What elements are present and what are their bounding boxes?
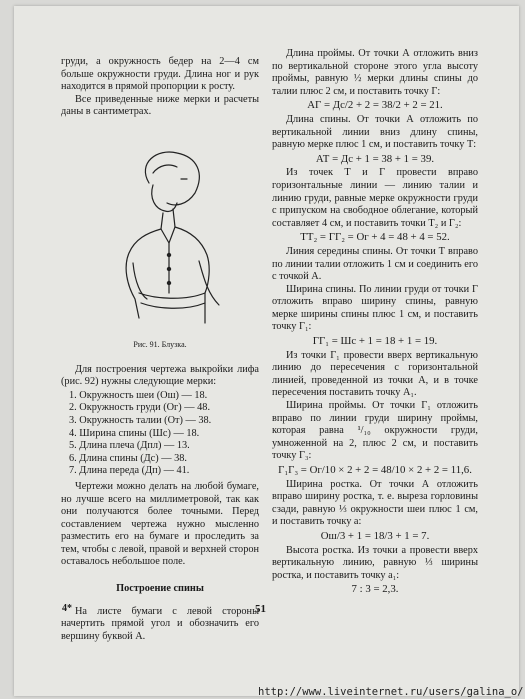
figure-caption: Рис. 91. Блузка.: [133, 339, 187, 349]
signature-mark: 4*: [62, 603, 72, 614]
list-item: 3. Окружность талии (От) — 38.: [69, 414, 212, 426]
list-item: 4. Ширина спины (Шс) — 18.: [69, 427, 200, 439]
formula: Г₁Г₃ = Ог/10 × 2 + 2 = 48/10 × 2 + 2 = 11,6.: [278, 464, 472, 476]
section-heading: Построение спины: [116, 583, 204, 595]
list-item: 2. Окружность груди (Ог) — 48.: [69, 402, 211, 414]
paragraph: Для построения чертежа выкройки лифа (рис. 92) нужны следующие мерки:: [61, 363, 259, 388]
right-column: [272, 48, 478, 598]
list-item: 1. Окружность шеи (Ош) — 18.: [69, 389, 208, 401]
left-column: [61, 56, 259, 643]
paragraph: Ширина проймы. От точки Г₁ отложить вправо по линии груди ширину проймы, которая равна ¹/₁₀ окружности груди, умноженной на 2, плюс 2 см, и поставить точку Г₃:: [272, 400, 478, 462]
formula: 7 : 3 = 2,3.: [351, 583, 399, 596]
paragraph: Чертежи можно делать на любой бумаге, но лучше всего на миллиметровой, так как они получаются более точными. Перед составлением чертежа нужно мысленно разместить его на бумаге и проследить за тем, чтобы с левой, правой и верхней сторон оставалось небольшое поле.: [61, 480, 259, 568]
formula: АТ = Дс + 1 = 38 + 1 = 39.: [315, 152, 435, 165]
page-number: 51: [255, 603, 266, 615]
watermark-url: http://www.liveinternet.ru/users/galina_o/: [258, 686, 524, 698]
paragraph: Высота ростка. Из точки а провести вверх вертикальную линию, равную ⅓ ширины ростка, и поставить точку а₁:: [272, 544, 478, 581]
list-item: 5. Длина плеча (Дпл) — 13.: [69, 440, 190, 452]
paragraph: груди, а окружность бедер на 2—4 см больше окружности груди. Длина ног и рук находится в прямой пропорции к росту.: [61, 56, 259, 93]
list-item: 6. Длина спины (Дс) — 38.: [69, 452, 187, 464]
formula: Ош/3 + 1 = 18/3 + 1 = 7.: [320, 529, 430, 542]
formula: АГ = Дс/2 + 2 = 38/2 + 2 = 21.: [307, 99, 443, 112]
blouse-figure-drawing: [77, 143, 247, 333]
paragraph: Ширина ростка. От точки А отложить вправо ширину ростка, т. е. выреза горловины сзади, равную ⅓ окружности шеи плюс 1 см, и поставить точку а:: [272, 478, 478, 528]
formula: ГГ₁ = Шс + 1 = 18 + 1 = 19.: [312, 335, 438, 348]
book-page: [14, 6, 519, 696]
measures-list: [69, 390, 259, 478]
paragraph: Длина спины. От точки А отложить по вертикальной линии вниз длину спины, равную мерке плюс 1 см, и поставить точку Т:: [272, 113, 478, 151]
paragraph: На листе бумаги с левой стороны начертить прямой угол и обозначить его вершину буквой А.: [61, 605, 259, 642]
paragraph: Линия середины спины. От точки Т вправо по линии талии отложить 1 см и соединить его с точкой А.: [272, 245, 478, 283]
paragraph: Из точек Т и Г провести вправо горизонтальные линии — линию талии и линию груди, равные мерке окружности груди с припуском на свободное облегание, который составляет 4 см, и поставить точки Т₂ и Г₂:: [272, 167, 478, 229]
paragraph: Длина проймы. От точки А отложить вниз по вертикальной стороне этого угла высоту проймы, равную ½ мерки длины спины до талии плюс 2 см, и поставить точку Г:: [272, 48, 478, 97]
list-item: 7. Длина переда (Дп) — 41.: [69, 465, 190, 477]
blouse-illustration: [77, 143, 247, 333]
formula: ТТ₂ = ГГ₂ = Ог + 4 = 48 + 4 = 52.: [300, 231, 450, 244]
paragraph: Ширина спины. По линии груди от точки Г отложить вправо ширину спины, равную мерке ширины спины плюс 1 см, и поставить точку Г₁:: [272, 283, 478, 333]
paragraph: Все приведенные ниже мерки и расчеты даны в сантиметрах.: [61, 93, 259, 118]
paragraph: Из точки Г₁ провести вверх вертикальную линию до пересечения с горизонтальной линией, проведенной из точки А, и в точке пересечения поставить точку А₁.: [272, 349, 478, 399]
